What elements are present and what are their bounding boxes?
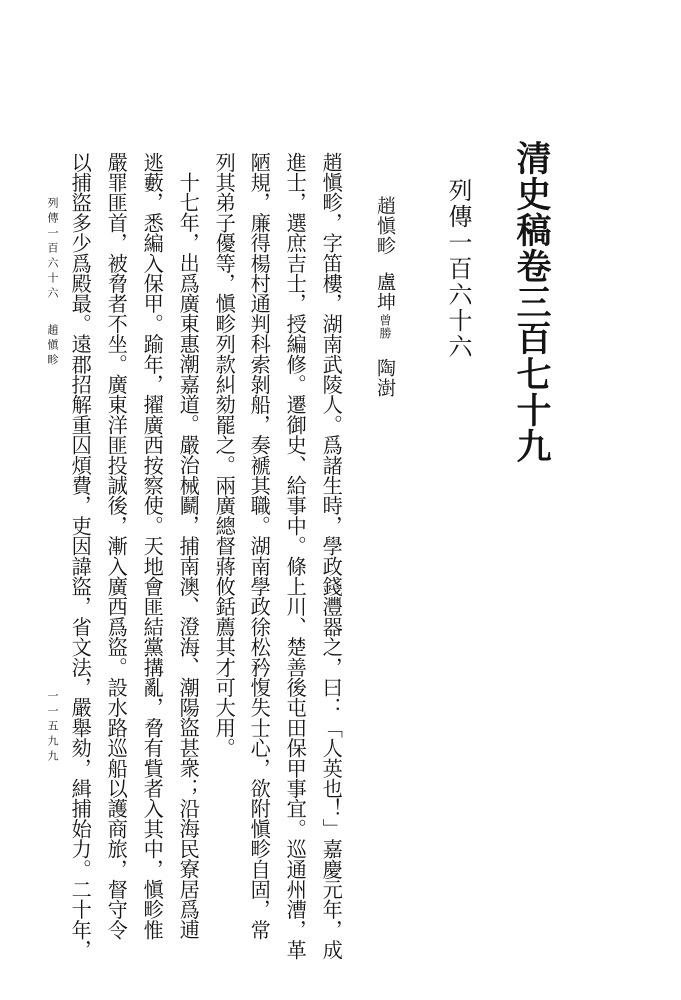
body-line-7: 嚴罪匪首，被脅者不坐。廣東洋匪投誠後，漸入廣西爲盜。設水路巡船以護商旅，督守令 [104, 152, 129, 940]
subject-name-2: 盧坤 [374, 272, 396, 312]
body-line-6: 逃藪，悉編入保甲。踰年，擢廣西按察使。天地會匪結黨搆亂，脅有貲者入其中，愼畛惟 [140, 152, 165, 940]
body-line-3: 陋規，廉得楊村通判科索剝船，奏褫其職。湖南學政徐松矜愎失士心，欲附愼畛自固，常 [247, 152, 272, 940]
margin-section: 列傳一百六十六 [46, 197, 59, 302]
subject-name-note: 曾勝 [378, 314, 392, 340]
body-line-8: 以捕盜多少爲殿最。遠郡招解重囚煩費，吏因諱盜，省文法，嚴舉劾，緝捕始力。二十年， [68, 152, 93, 960]
subject-name-3: 陶澍 [374, 358, 396, 398]
body-line-2: 進士，選庶吉士，授編修。遷御史、給事中。條上川、楚善後屯田保甲事宜。巡通州漕，革 [283, 152, 308, 960]
body-line-5: 十七年，出爲廣東惠潮嘉道。嚴治械鬬，捕南澳、澄海、潮陽盜甚衆；沿海民寮居爲逋 [176, 172, 201, 940]
body-line-1: 趙愼畛，字笛樓，湖南武陵人。爲諸生時，學政錢灃器之，曰：「人英也！」嘉慶元年，成 [319, 152, 344, 960]
margin-header [47, 197, 58, 369]
section-title: 列傳一百六十六 [444, 178, 472, 360]
subject-names [375, 196, 394, 398]
volume-title: 清史稿卷三百七十九 [511, 140, 552, 464]
subject-name-1: 趙愼畛 [374, 196, 396, 256]
body-line-4: 列其弟子優等，愼畛列款糾劾罷之。兩廣總督蔣攸銛薦其才可大用。 [212, 152, 237, 758]
margin-name: 趙愼畛 [46, 324, 59, 369]
page-number: 一一五九九 [46, 690, 59, 765]
